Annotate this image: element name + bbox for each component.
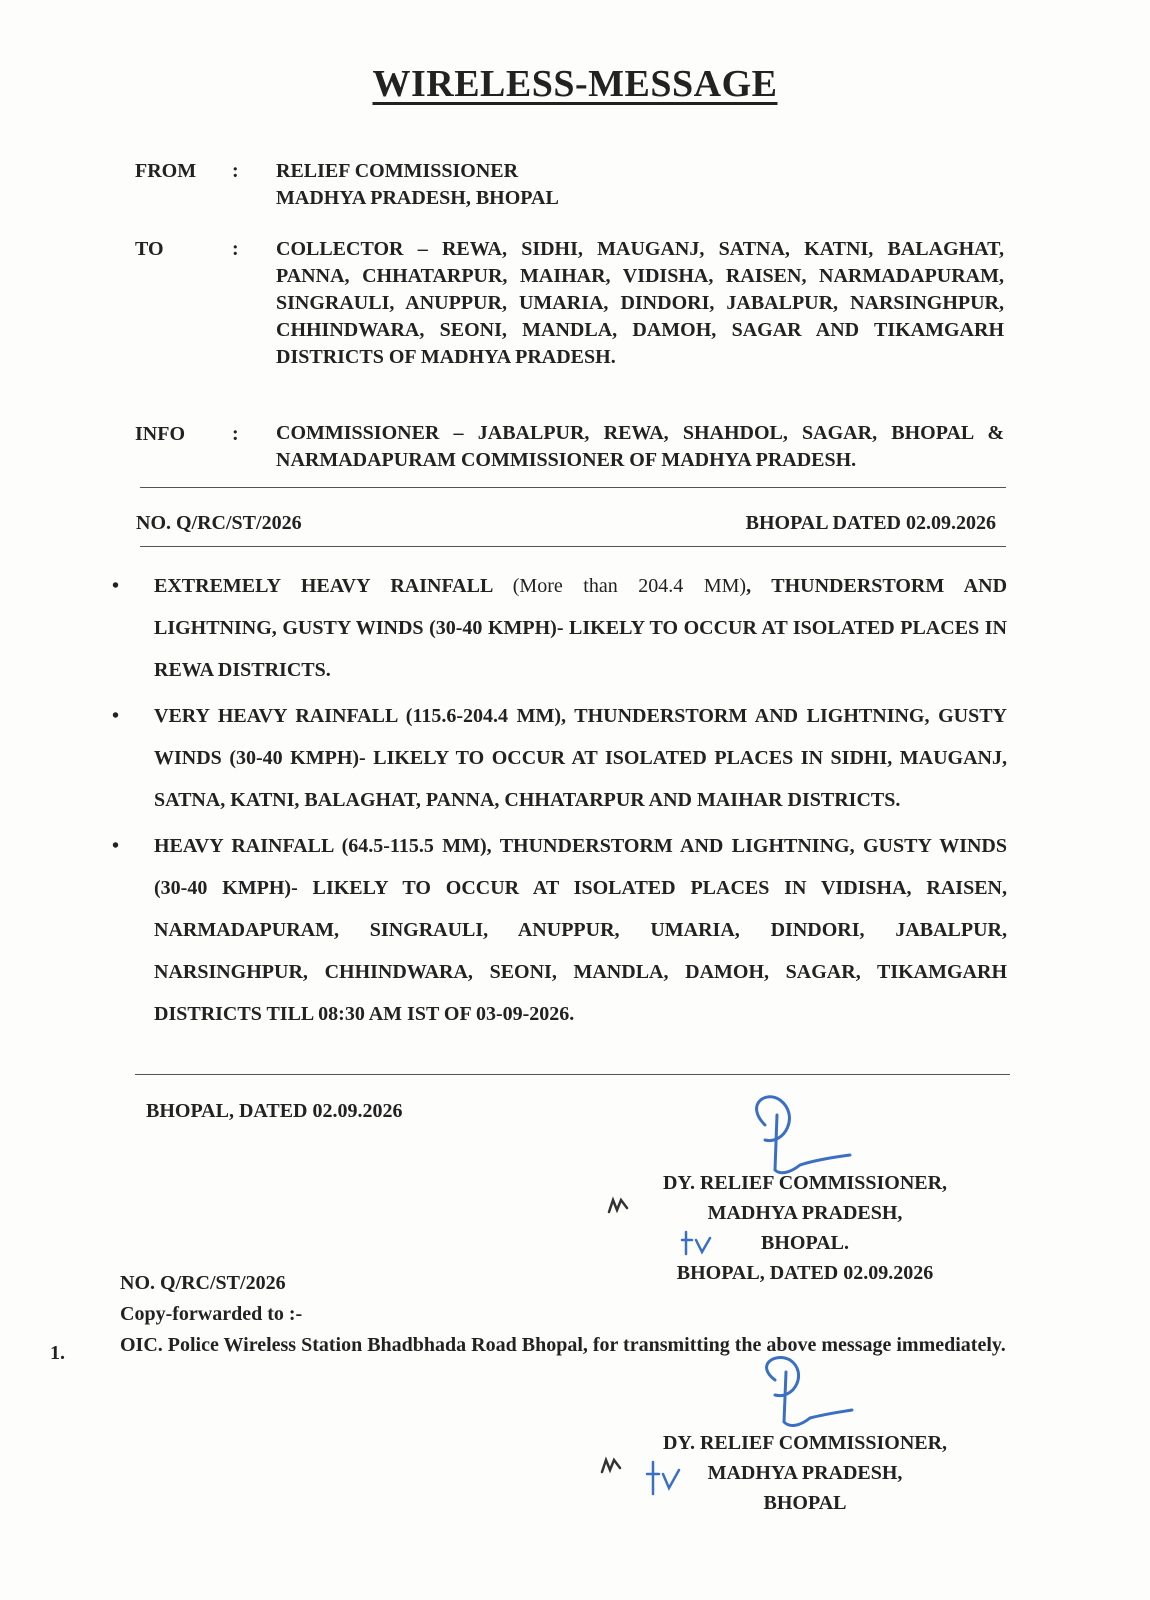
page-title: WIRELESS-MESSAGE <box>372 63 778 105</box>
signatory-city: BHOPAL <box>763 1492 847 1514</box>
signatory-state: MADHYA PRADESH, <box>707 1202 903 1224</box>
copy-item-text: OIC. Police Wireless Station Bhadbhada Road Bhopal, for transmitting the above message immediately. <box>120 1334 1006 1356</box>
info-recipients: COMMISSIONER – JABALPUR, REWA, SHAHDOL, SAGAR, BHOPAL & NARMADAPURAM COMMISSIONER OF MADHYA PRADESH. <box>276 422 1004 471</box>
copy-item-number: 1. <box>50 1342 65 1364</box>
place-date: BHOPAL, DATED 02.09.2026 <box>146 1100 403 1122</box>
bullet-icon: • <box>112 705 120 727</box>
reference-number: NO. Q/RC/ST/2026 <box>136 512 302 534</box>
reference-line <box>136 512 996 535</box>
to-colon: : <box>232 238 239 260</box>
from-line-1: RELIEF COMMISSIONER <box>276 160 519 182</box>
from-block <box>276 158 1004 212</box>
initial-mark-icon <box>598 1452 626 1476</box>
signatory-title: DY. RELIEF COMMISSIONER, <box>662 1432 948 1454</box>
bullet-icon: • <box>112 835 120 857</box>
to-label: TO <box>135 238 164 260</box>
list-item: • HEAVY RAINFALL (64.5-115.5 MM), THUNDERSTORM AND LIGHTNING, GUSTY WINDS (30-40 KMPH)- LIKELY TO OCCUR AT ISOLATED PLACES IN VIDISHA, RAISEN, NARMADAPURAM, SINGRAULI, ANUPPUR, UMARIA, DINDORI, JABALPUR, NARSINGHPUR, CHHINDWARA, SEONI, MANDLA, DAMOH, SAGAR, TIKAMGARH DISTRICTS TILL 08:30 AM IST OF 03-09-2026. <box>112 825 1007 1035</box>
info-label: INFO <box>135 423 185 445</box>
from-label: FROM <box>135 160 197 182</box>
copy-forward-section <box>120 1268 1015 1361</box>
from-line-2: MADHYA PRADESH, BHOPAL <box>276 187 559 209</box>
divider <box>140 546 1006 547</box>
list-item: • EXTREMELY HEAVY RAINFALL (More than 204.4 MM), THUNDERSTORM AND LIGHTNING, GUSTY WINDS (30-40 KMPH)- LIKELY TO OCCUR AT ISOLATED PLACES IN REWA DISTRICTS. <box>112 565 1007 691</box>
signatory-date: BHOPAL, DATED 02.09.2026 <box>676 1262 934 1284</box>
copy-forwarded-label: Copy-forwarded to :- <box>120 1303 303 1325</box>
signature-block-2 <box>625 1428 985 1518</box>
signature-image <box>740 1350 860 1440</box>
bullet-icon: • <box>112 575 120 597</box>
info-colon: : <box>232 423 239 445</box>
forecast-list <box>112 565 1007 1039</box>
copy-number: NO. Q/RC/ST/2026 <box>120 1272 286 1294</box>
to-addressees: COLLECTOR – REWA, SIDHI, MAUGANJ, SATNA, KATNI, BALAGHAT, PANNA, CHHATARPUR, MAIHAR, VIDISHA, RAISEN, NARMADAPURAM, SINGRAULI, ANUPPUR, UMARIA, DINDORI, JABALPUR, NARSINGHPUR, CHHINDWARA, SEONI, MANDLA, DAMOH, SAGAR AND TIKAMGARH DISTRICTS OF MADHYA PRADESH. <box>276 238 1004 368</box>
signatory-city: BHOPAL. <box>761 1232 849 1254</box>
signatory-state: MADHYA PRADESH, <box>707 1462 903 1484</box>
from-colon: : <box>232 160 239 182</box>
list-item: • VERY HEAVY RAINFALL (115.6-204.4 MM), THUNDERSTORM AND LIGHTNING, GUSTY WINDS (30-40 KMPH)- LIKELY TO OCCUR AT ISOLATED PLACES IN SIDHI, MAUGANJ, SATNA, KATNI, BALAGHAT, PANNA, CHHATARPUR AND MAIHAR DISTRICTS. <box>112 695 1007 821</box>
reference-date: BHOPAL DATED 02.09.2026 <box>745 512 996 534</box>
signatory-title: DY. RELIEF COMMISSIONER, <box>662 1172 948 1194</box>
divider <box>135 1074 1010 1075</box>
divider <box>140 487 1006 488</box>
